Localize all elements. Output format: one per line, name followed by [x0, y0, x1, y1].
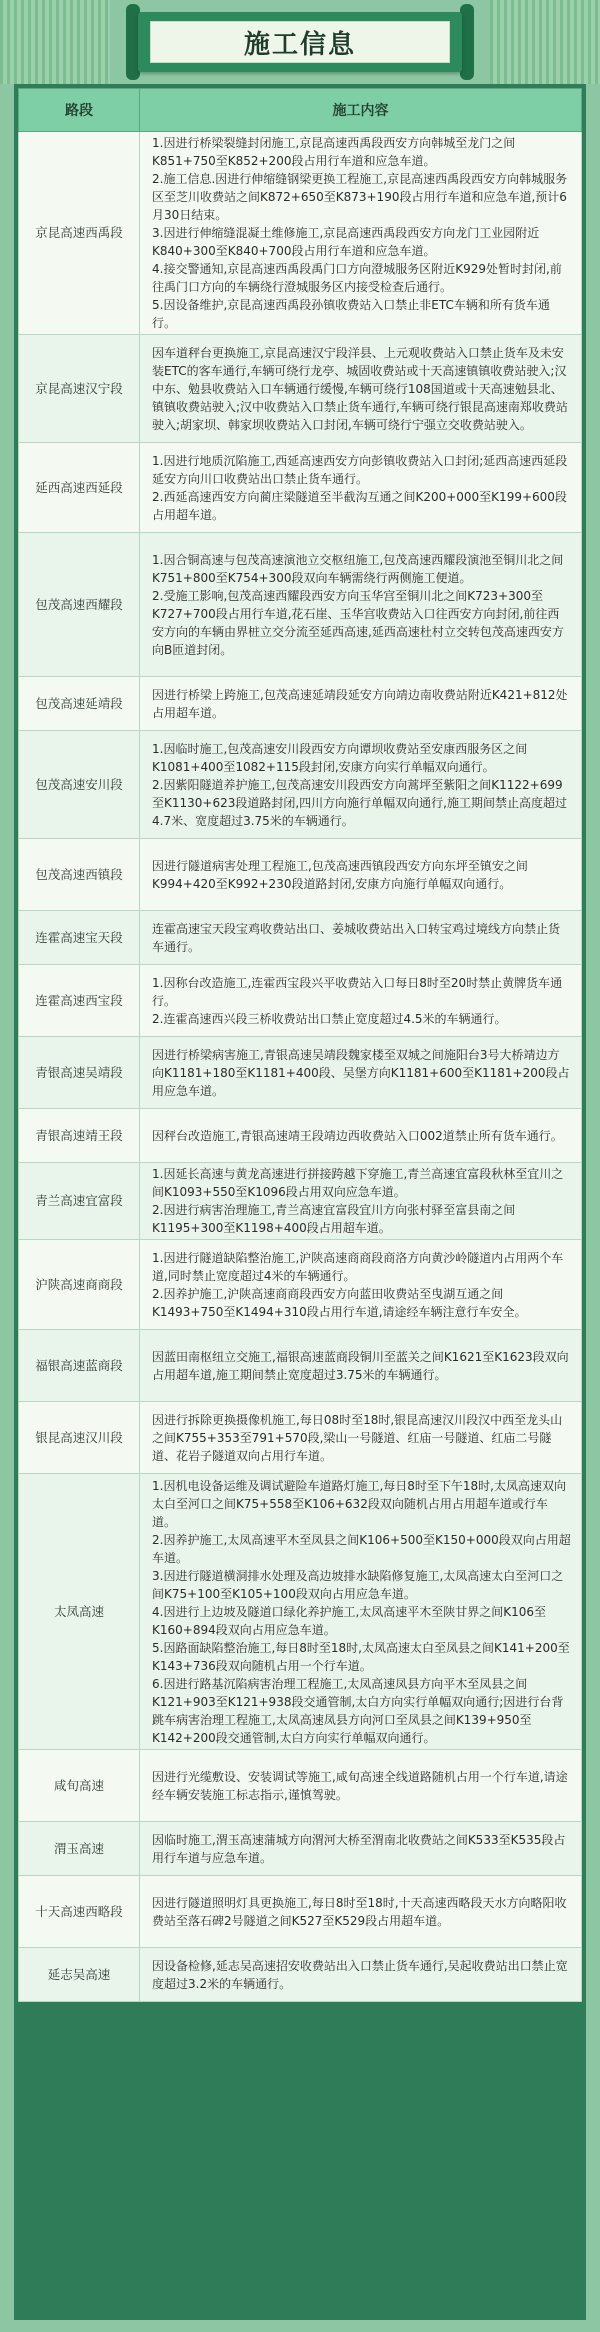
road-section-cell: 延志吴高速: [19, 1948, 140, 2002]
road-section-cell: 青兰高速宜富段: [19, 1163, 140, 1240]
road-section-cell: 青银高速吴靖段: [19, 1037, 140, 1109]
construction-content-cell: 因蓝田南枢纽立交施工,福银高速蓝商段铜川至蓝关之间K1621至K1623段双向占用超车道,施工期间禁止宽度超过3.75米的车辆通行。: [140, 1330, 582, 1402]
road-section-cell: 京昆高速西禹段: [19, 132, 140, 335]
construction-content-cell: 连霍高速宝天段宝鸡收费站出口、姜城收费站出入口转宝鸡过境线方向禁止货车通行。: [140, 911, 582, 965]
construction-content-cell: 因车道秤台更换施工,京昆高速汉宁段洋县、上元观收费站入口禁止货车及未安装ETC的客车通行,车辆可绕行龙亭、城固收费站或十天高速镇镇收费站驶入;汉中东、勉县收费站入口车辆通行缓慢,车辆可绕行108国道或十天高速勉县北、镇镇收费站驶入;汉中收费站入口禁止货车通行,车辆可绕行银昆高速南郑收费站驶入;胡家坝、韩家坝收费站入口封闭,车辆可绕行宁强立交收费站驶入。: [140, 335, 582, 443]
road-section-cell: 福银高速蓝商段: [19, 1330, 140, 1402]
road-section-cell: 连霍高速宝天段: [19, 911, 140, 965]
right-stripe-decoration: [490, 0, 600, 84]
table-row: [19, 1037, 582, 1109]
header-road-section: 路段: [19, 89, 140, 132]
road-section-cell: 包茂高速西镇段: [19, 839, 140, 911]
road-section-cell: 十天高速西略段: [19, 1876, 140, 1948]
road-section-cell: 银昆高速汉川段: [19, 1402, 140, 1474]
construction-content-cell: 1.因机电设备运维及调试避险车道路灯施工,每日8时至下午18时,太凤高速双向太白至河口之间K75+558至K106+632段双向随机占用占用超车道或行车道。 2.因养护施工,太凤高速平木至凤县之间K106+500至K150+000段双向占用超车道。 3.因进行隧道横洞排水处理及高边坡排水缺陷修复施工,太凤高速太白至河口之间K75+100至K105+100段双向占用应急车道。 4.因进行上边坡及隧道口绿化养护施工,太凤高速平木至陕甘界之间K106至K160+894段双向占用应急车道。 5.因路面缺陷整治施工,每日8时至18时,太凤高速太白至凤县之间K141+200至K143+736段双向随机占用一个行车道。 6.因进行路基沉陷病害治理工程施工,太凤高速凤县方向平木至凤县之间K121+903至K121+938段交通管制,太白方向实行单幅双向通行;因进行台背跳车病害治理工程施工,太凤高速凤县方向河口至凤县之间K139+950至K142+200段交通管制,太白方向实行单幅双向通行。: [140, 1474, 582, 1750]
road-section-cell: 咸旬高速: [19, 1750, 140, 1822]
table-header-row: [19, 89, 582, 132]
table-body: [19, 132, 582, 2002]
title-banner-inner: [150, 21, 450, 63]
table-row: [19, 911, 582, 965]
construction-content-cell: 因秤台改造施工,青银高速靖王段靖边西收费站入口002道禁止所有货车通行。: [140, 1109, 582, 1163]
construction-table-frame: [14, 84, 586, 2320]
table-row: [19, 335, 582, 443]
road-section-cell: 包茂高速西耀段: [19, 533, 140, 677]
construction-content-cell: 1.因进行地质沉陷施工,西延高速西安方向彭镇收费站入口封闭;延西高速西延段延安方向川口收费站出口禁止货车通行。 2.西延高速西安方向蔺庄梁隧道至半截沟互通之间K200+000至K199+600段占用超车道。: [140, 443, 582, 533]
title-banner: [138, 12, 462, 72]
construction-content-cell: 1.因合铜高速与包茂高速演池立交枢纽施工,包茂高速西耀段演池至铜川北之间K751+800至K754+300段双向车辆需绕行两侧施工便道。 2.受施工影响,包茂高速西耀段西安方向玉华宫至铜川北之间K723+300至K727+700段占用行车道,花石崖、玉华宫收费站入口往西安方向封闭,前往西安方向的车辆由界桩立交分流至延西高速,延西高速杜村立交转包茂高速西安方向B匝道封闭。: [140, 533, 582, 677]
table-row: [19, 1876, 582, 1948]
construction-content-cell: 1.因称台改造施工,连霍西宝段兴平收费站入口每日8时至20时禁止黄牌货车通行。 2.连霍高速西兴段三桥收费站出口禁止宽度超过4.5米的车辆通行。: [140, 965, 582, 1037]
construction-content-cell: 因进行拆除更换摄像机施工,每日08时至18时,银昆高速汉川段汉中西至龙头山之间K755+353至791+570段,梁山一号隧道、红庙一号隧道、红庙二号隧道、花岩子隧道双向占用行车道。: [140, 1402, 582, 1474]
left-stripe-decoration: [0, 0, 110, 84]
construction-content-cell: 1.因延长高速与黄龙高速进行拼接跨越下穿施工,青兰高速宜富段秋林至宜川之间K1093+550至K1096段占用双向应急车道。 2.因进行病害治理施工,青兰高速宜富段宜川方向张村驿至富县南之间K1195+300至K1198+400段占用超车道。: [140, 1163, 582, 1240]
construction-content-cell: 因设备检修,延志吴高速招安收费站出入口禁止货车通行,吴起收费站出口禁止宽度超过3.2米的车辆通行。: [140, 1948, 582, 2002]
construction-info-table: [18, 88, 582, 2002]
title-banner-area: [0, 0, 600, 84]
table-row: [19, 965, 582, 1037]
table-row: [19, 1330, 582, 1402]
table-row: [19, 1822, 582, 1876]
table-row: [19, 1948, 582, 2002]
road-section-cell: 青银高速靖王段: [19, 1109, 140, 1163]
road-section-cell: 太凤高速: [19, 1474, 140, 1750]
construction-content-cell: 1.因进行隧道缺陷整治施工,沪陕高速商商段商洛方向黄沙岭隧道内占用两个车道,同时禁止宽度超过4米的车辆通行。 2.因养护施工,沪陕高速商商段西安方向蓝田收费站至曳湖互通之间K1493+750至K1494+310段占用行车道,请途经车辆注意行车安全。: [140, 1240, 582, 1330]
scroll-rod-right: [460, 4, 474, 80]
table-row: [19, 533, 582, 677]
road-section-cell: 渭玉高速: [19, 1822, 140, 1876]
construction-content-cell: 因进行隧道照明灯具更换施工,每日8时至18时,十天高速西略段天水方向略阳收费站至落石碑2号隧道之间K527至K529段占用超车道。: [140, 1876, 582, 1948]
construction-content-cell: 因进行隧道病害处理工程施工,包茂高速西镇段西安方向东坪至镇安之间K994+420至K992+230段道路封闭,安康方向施行单幅双向通行。: [140, 839, 582, 911]
road-section-cell: 连霍高速西宝段: [19, 965, 140, 1037]
construction-content-cell: 因进行桥梁病害施工,青银高速吴靖段魏家楼至双城之间施阳台3号大桥靖边方向K1181+180至K1181+400段、吴堡方向K1181+600至K1181+200段占用应急车道。: [140, 1037, 582, 1109]
construction-content-cell: 因进行光缆敷设、安装调试等施工,咸旬高速全线道路随机占用一个行车道,请途经车辆安装施工标志指示,谨慎驾驶。: [140, 1750, 582, 1822]
table-row: [19, 132, 582, 335]
header-construction-content: 施工内容: [140, 89, 582, 132]
table-row: [19, 731, 582, 839]
table-row: [19, 1240, 582, 1330]
page-title: 施工信息: [243, 29, 356, 60]
construction-content-cell: 因临时施工,渭玉高速蒲城方向渭河大桥至渭南北收费站之间K533至K535段占用行车道与应急车道。: [140, 1822, 582, 1876]
table-row: [19, 1750, 582, 1822]
table-row: [19, 1474, 582, 1750]
construction-content-cell: 1.因进行桥梁裂缝封闭施工,京昆高速西禹段西安方向韩城至龙门之间K851+750至K852+200段占用行车道和应急车道。 2.施工信息.因进行伸缩缝钢梁更换工程施工,京昆高速西禹段西安方向韩城服务区至芝川收费站之间K872+650至K873+190段占用行车道和应急车道,预计6月30日结束。 3.因进行伸缩缝混凝土维修施工,京昆高速西禹段西安方向龙门工业园附近K840+300至K840+700段占用行车道和应急车道。 4.接交警通知,京昆高速西禹段禹门口方向澄城服务区附近K929处暂时封闭,前往禹门口方向的车辆绕行澄城服务区内接受检查后通行。 5.因设备维护,京昆高速西禹段孙镇收费站入口禁止非ETC车辆和所有货车通行。: [140, 132, 582, 335]
table-row: [19, 839, 582, 911]
road-section-cell: 包茂高速延靖段: [19, 677, 140, 731]
construction-content-cell: 1.因临时施工,包茂高速安川段西安方向谭坝收费站至安康西服务区之间K1081+400至1082+115段封闭,安康方向实行单幅双向通行。 2.因紫阳隧道养护施工,包茂高速安川段西安方向蒿坪至紫阳之间K1122+699至K1130+623段道路封闭,四川方向施行单幅双向通行,施工期间禁止高度超过4.7米、宽度超过3.75米的车辆通行。: [140, 731, 582, 839]
table-row: [19, 1109, 582, 1163]
road-section-cell: 延西高速西延段: [19, 443, 140, 533]
table-row: [19, 1402, 582, 1474]
road-section-cell: 沪陕高速商商段: [19, 1240, 140, 1330]
table-row: [19, 1163, 582, 1240]
table-row: [19, 443, 582, 533]
road-section-cell: 包茂高速安川段: [19, 731, 140, 839]
road-section-cell: 京昆高速汉宁段: [19, 335, 140, 443]
construction-content-cell: 因进行桥梁上跨施工,包茂高速延靖段延安方向靖边南收费站附近K421+812处占用超车道。: [140, 677, 582, 731]
table-row: [19, 677, 582, 731]
